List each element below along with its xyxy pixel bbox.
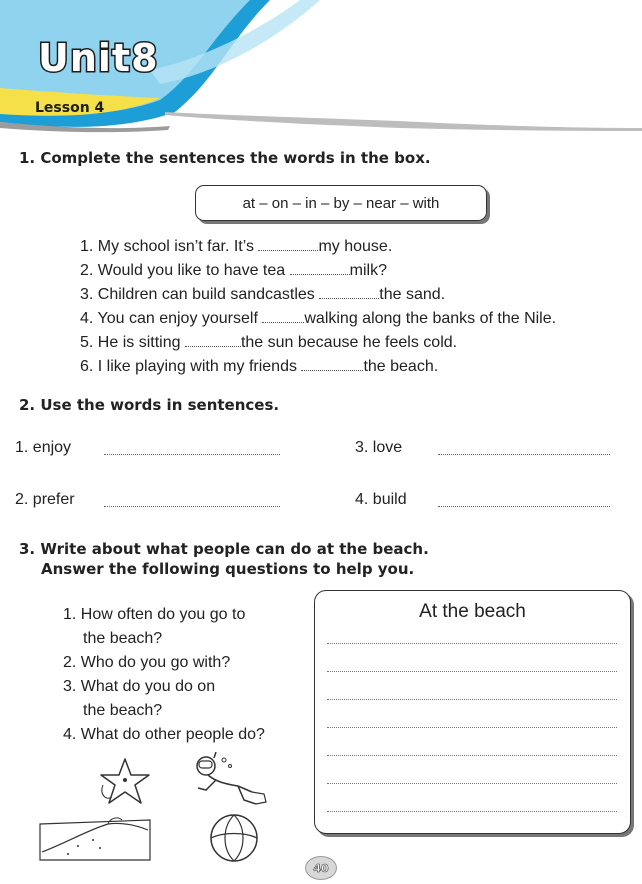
writing-line[interactable] [327, 811, 617, 812]
beach-ball-icon [208, 812, 260, 864]
lesson-label: Lesson 4 [35, 100, 105, 116]
snorkeler-icon [186, 752, 271, 812]
sentence-text: 3. Children can build sandcastles [80, 286, 315, 303]
sentence-text: milk? [349, 262, 387, 279]
answer-blank[interactable] [185, 332, 241, 347]
question-3-cont: the beach? [83, 702, 163, 719]
question-2: 2. Who do you go with? [63, 654, 231, 671]
section2-title: 2. Use the words in sentences. [19, 396, 280, 414]
word-box: at – on – in – by – near – with [195, 185, 487, 221]
writing-line[interactable] [327, 783, 617, 784]
question-4: 4. What do other people do? [63, 726, 265, 743]
page-number: 40 [305, 856, 337, 880]
writing-line[interactable] [327, 671, 617, 672]
sentence-1 [80, 236, 392, 257]
answer-blank[interactable] [319, 284, 379, 299]
section1-title: 1. Complete the sentences the words in the box. [19, 149, 431, 167]
sentence-text: 1. My school isn’t far. It’s [80, 238, 254, 255]
sentence-text: 5. He is sitting [80, 334, 181, 351]
word-enjoy: 1. enjoy [15, 439, 72, 456]
answer-blank[interactable] [258, 236, 318, 251]
answer-blank[interactable] [301, 356, 363, 371]
writing-line[interactable] [327, 727, 617, 728]
writing-box-heading: At the beach [419, 601, 526, 622]
question-3: 3. What do you do on [63, 678, 216, 695]
question-1-cont: the beach? [83, 630, 163, 647]
sentence-6 [80, 356, 438, 377]
writing-line[interactable] [327, 699, 617, 700]
word-prefer: 2. prefer [15, 491, 75, 508]
section3-title-line1: 3. Write about what people can do at the beach. [19, 540, 429, 558]
unit-title: Unit8 [38, 36, 159, 80]
writing-box [314, 590, 631, 834]
question-1: 1. How often do you go to [63, 606, 246, 623]
answer-line-love[interactable] [438, 454, 610, 455]
sentence-text: walking along the banks of the Nile. [304, 310, 557, 327]
section3-title-line2: Answer the following questions to help you. [41, 560, 415, 578]
sentence-3 [80, 284, 445, 305]
writing-line[interactable] [327, 755, 617, 756]
sentence-text: the sand. [379, 286, 446, 303]
sentence-text: 4. You can enjoy yourself [80, 310, 258, 327]
answer-blank[interactable] [290, 260, 350, 275]
unit-banner [0, 0, 642, 140]
word-build: 4. build [355, 491, 407, 508]
sentence-text: the sun because he feels cold. [240, 334, 458, 351]
sentence-text: the beach. [363, 358, 439, 375]
answer-blank[interactable] [262, 308, 304, 323]
answer-line-build[interactable] [438, 506, 610, 507]
word-love: 3. love [355, 439, 403, 456]
sentence-text: 6. I like playing with my friends [80, 358, 297, 375]
sentence-5 [80, 332, 457, 353]
sentence-4 [80, 308, 556, 329]
sentence-text: 2. Would you like to have tea [80, 262, 286, 279]
starfish-icon [95, 755, 155, 810]
answer-line-prefer[interactable] [104, 506, 280, 507]
sand-shore-icon [38, 812, 153, 862]
sentence-text: my house. [318, 238, 393, 255]
writing-line[interactable] [327, 643, 617, 644]
answer-line-enjoy[interactable] [104, 454, 280, 455]
sentence-2 [80, 260, 387, 281]
